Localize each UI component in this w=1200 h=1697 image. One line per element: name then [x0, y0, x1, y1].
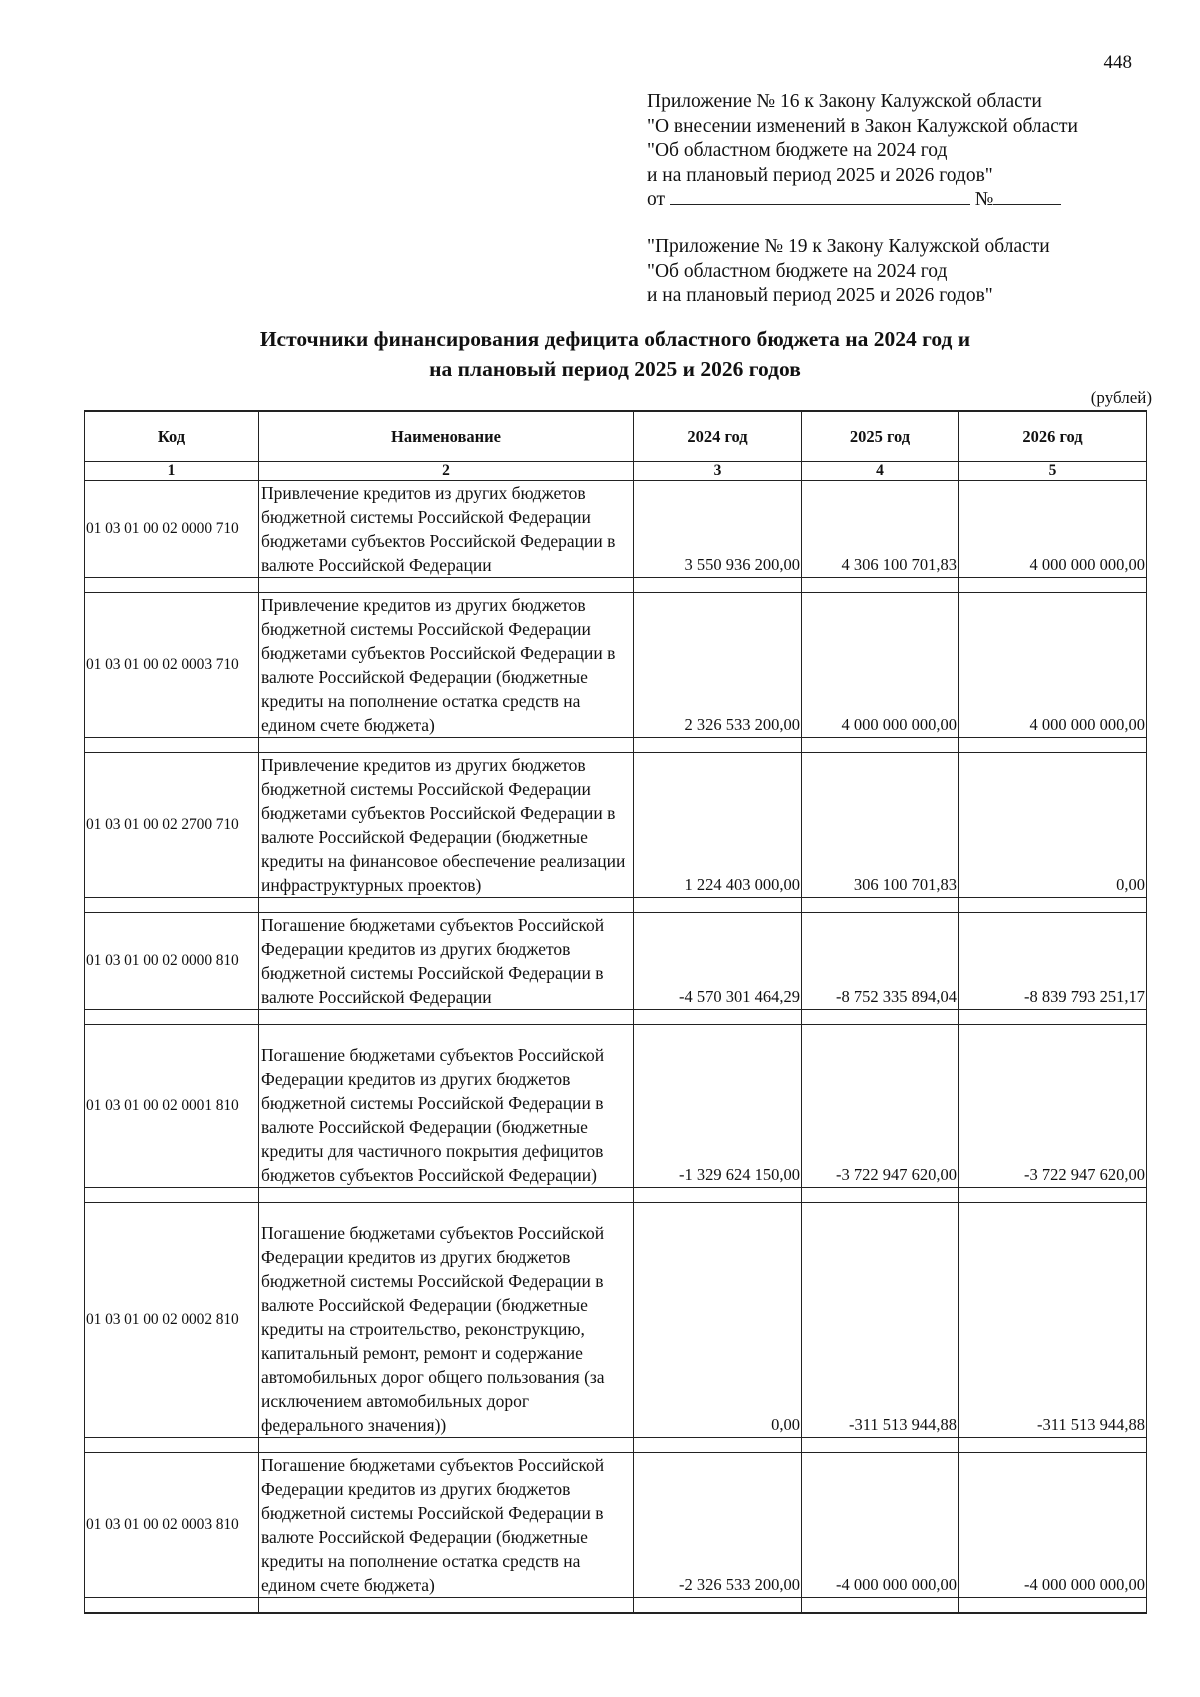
header-2026: 2026 год	[959, 411, 1147, 462]
page-number: 448	[1103, 52, 1132, 73]
row-name: Привлечение кредитов из других бюджетов бюджетной системы Российской Федерации бюджетами субъектов Российской Федерации в валюте Российской Федерации (бюджетные кредиты на пополнение остатка средств на едином счете бюджета)	[259, 593, 634, 738]
row-value-2026: -3 722 947 620,00	[959, 1025, 1147, 1188]
row-value-2024: 2 326 533 200,00	[634, 593, 802, 738]
date-blank	[670, 188, 970, 205]
attachment-line: "Приложение № 19 к Закону Калужской области	[647, 236, 1050, 257]
table-spacer-row	[85, 578, 1147, 593]
attachment-line: и на плановый период 2025 и 2026 годов"	[647, 285, 993, 306]
table-spacer-row	[85, 898, 1147, 913]
row-value-2024: -4 570 301 464,29	[634, 913, 802, 1010]
row-name: Погашение бюджетами субъектов Российской Федерации кредитов из других бюджетов бюджетной системы Российской Федерации в валюте Российской Федерации (бюджетные кредиты для частичного покрытия дефицитов бюджетов субъектов Российской Федерации)	[259, 1025, 634, 1188]
row-code: 01 03 01 00 02 0002 810	[85, 1203, 259, 1438]
units-label: (рублей)	[1090, 388, 1152, 407]
row-name: Погашение бюджетами субъектов Российской Федерации кредитов из других бюджетов бюджетной системы Российской Федерации в валюте Российской Федерации (бюджетные кредиты на строительство, реконструкцию, капитальный ремонт, ремонт и содержание автомобильных дорог общего пользования (за исключением автомобильных дорог федерального значения))	[259, 1203, 634, 1438]
row-value-2026: -4 000 000 000,00	[959, 1453, 1147, 1598]
table-spacer-row	[85, 1010, 1147, 1025]
table-spacer-row	[85, 738, 1147, 753]
row-value-2024: -1 329 624 150,00	[634, 1025, 802, 1188]
date-prefix: от	[647, 189, 666, 210]
row-value-2024: -2 326 533 200,00	[634, 1453, 802, 1598]
budget-sources-table	[84, 410, 1147, 1614]
row-value-2024: 3 550 936 200,00	[634, 481, 802, 578]
attachment-line: "Об областном бюджете на 2024 год	[647, 140, 948, 161]
row-code: 01 03 01 00 02 0000 710	[85, 481, 259, 578]
column-number: 3	[634, 462, 802, 481]
row-code: 01 03 01 00 02 0000 810	[85, 913, 259, 1010]
column-number: 4	[802, 462, 959, 481]
table-row	[85, 1203, 1147, 1438]
row-value-2025: -311 513 944,88	[802, 1203, 959, 1438]
attachment-current-block	[647, 90, 1078, 213]
attachment-line: "О внесении изменений в Закон Калужской области	[647, 115, 1078, 137]
number-prefix: №	[974, 189, 994, 210]
row-code: 01 03 01 00 02 0003 710	[85, 593, 259, 738]
row-name: Привлечение кредитов из других бюджетов бюджетной системы Российской Федерации бюджетами субъектов Российской Федерации в валюте Российской Федерации	[259, 481, 634, 578]
row-value-2026: 4 000 000 000,00	[959, 593, 1147, 738]
row-name: Погашение бюджетами субъектов Российской Федерации кредитов из других бюджетов бюджетной системы Российской Федерации в валюте Российской Федерации (бюджетные кредиты на пополнение остатка средств на едином счете бюджета)	[259, 1453, 634, 1598]
row-value-2026: -311 513 944,88	[959, 1203, 1147, 1438]
row-code: 01 03 01 00 02 0001 810	[85, 1025, 259, 1188]
table-spacer-row	[85, 1598, 1147, 1614]
table-row	[85, 593, 1147, 738]
row-value-2025: -8 752 335 894,04	[802, 913, 959, 1010]
column-number: 2	[259, 462, 634, 481]
column-number: 5	[959, 462, 1147, 481]
row-value-2026: 4 000 000 000,00	[959, 481, 1147, 578]
header-2025: 2025 год	[802, 411, 959, 462]
row-value-2025: 4 306 100 701,83	[802, 481, 959, 578]
row-value-2025: -4 000 000 000,00	[802, 1453, 959, 1598]
row-name: Погашение бюджетами субъектов Российской Федерации кредитов из других бюджетов бюджетной системы Российской Федерации в валюте Российской Федерации	[259, 913, 634, 1010]
table-row	[85, 1453, 1147, 1598]
table-spacer-row	[85, 1188, 1147, 1203]
attachment-line: Приложение № 16 к Закону Калужской области	[647, 91, 1042, 112]
attachment-date-line	[647, 188, 1078, 213]
row-code: 01 03 01 00 02 0003 810	[85, 1453, 259, 1598]
table-spacer-row	[85, 1438, 1147, 1453]
column-number-row	[85, 462, 1147, 481]
row-code: 01 03 01 00 02 2700 710	[85, 753, 259, 898]
table-row	[85, 913, 1147, 1010]
header-code: Код	[85, 411, 259, 462]
number-blank	[993, 188, 1061, 205]
table-header-row	[85, 411, 1147, 462]
title-line: Источники финансирования дефицита областного бюджета на 2024 год и	[259, 327, 971, 351]
row-name: Привлечение кредитов из других бюджетов бюджетной системы Российской Федерации бюджетами субъектов Российской Федерации в валюте Российской Федерации (бюджетные кредиты на финансовое обеспечение реализации инфраструктурных проектов)	[259, 753, 634, 898]
column-number: 1	[85, 462, 259, 481]
table-row	[85, 753, 1147, 898]
attachment-original-block	[647, 235, 1050, 309]
row-value-2024: 1 224 403 000,00	[634, 753, 802, 898]
document-title	[80, 324, 1150, 384]
row-value-2026: 0,00	[959, 753, 1147, 898]
title-line: на плановый период 2025 и 2026 годов	[429, 357, 801, 381]
row-value-2025: -3 722 947 620,00	[802, 1025, 959, 1188]
row-value-2025: 306 100 701,83	[802, 753, 959, 898]
row-value-2024: 0,00	[634, 1203, 802, 1438]
row-value-2025: 4 000 000 000,00	[802, 593, 959, 738]
row-value-2026: -8 839 793 251,17	[959, 913, 1147, 1010]
table-row	[85, 1025, 1147, 1188]
header-name: Наименование	[259, 411, 634, 462]
attachment-line: "Об областном бюджете на 2024 год	[647, 260, 948, 282]
table-row	[85, 481, 1147, 578]
header-2024: 2024 год	[634, 411, 802, 462]
attachment-line: и на плановый период 2025 и 2026 годов"	[647, 164, 993, 186]
